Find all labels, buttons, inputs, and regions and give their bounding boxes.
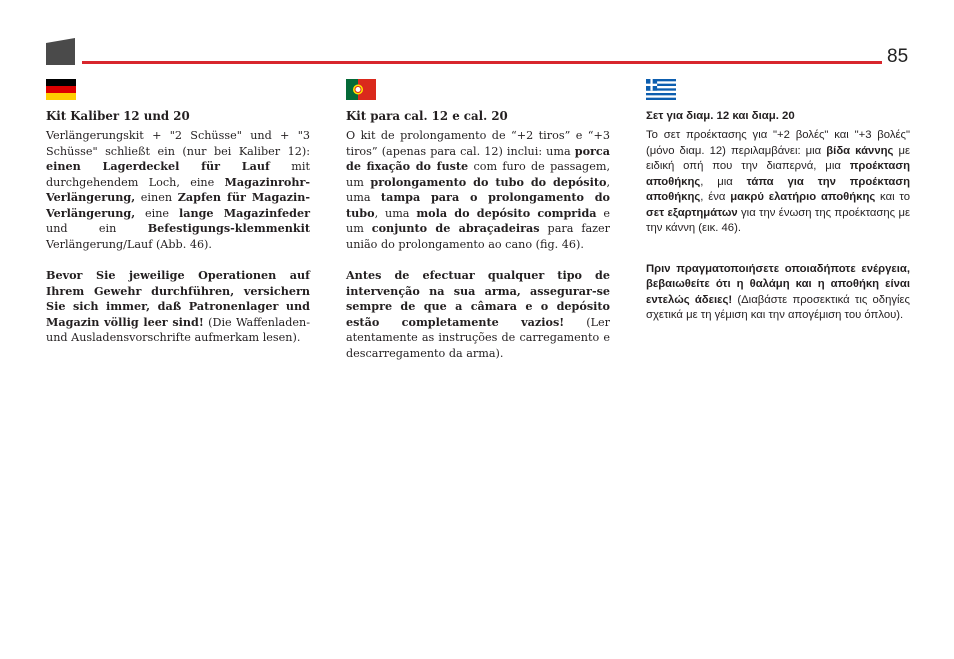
body-text: , uma	[374, 206, 417, 220]
emphasis-text: μακρύ ελατήριο αποθήκης	[730, 191, 876, 203]
flag-portugal-icon	[346, 79, 376, 100]
page-number: 85	[887, 46, 909, 67]
flag-germany-icon	[46, 79, 76, 100]
body-text: eine	[135, 206, 179, 220]
header-rule	[82, 61, 882, 64]
emphasis-text: tampa para o prolongamento do tubo	[346, 190, 610, 220]
body-text: , ένα	[700, 191, 731, 203]
kit-description	[646, 128, 910, 237]
body-text: , uma	[346, 175, 611, 204]
emphasis-text: σετ εξαρτημάτων	[646, 206, 738, 219]
flag-greece-icon	[646, 79, 676, 100]
section-title: Kit Kaliber 12 und 20	[46, 109, 190, 123]
body-text: Verlängerung/Lauf (Abb. 46).	[46, 237, 212, 251]
kit-description	[346, 128, 610, 252]
body-text: και το	[875, 191, 910, 203]
safety-warning	[346, 268, 610, 361]
body-text: e um	[346, 206, 610, 235]
body-text: einen	[135, 191, 178, 204]
emphasis-text: προέκταση αποθήκης	[646, 160, 910, 188]
column-greek	[646, 79, 910, 324]
body-text: para fazer união do prolongamento ao cano (fig. 46).	[346, 222, 611, 251]
emphasis-text: prolongamento do tubo do depósito	[370, 174, 607, 189]
emphasis-text: Antes de efectuar qualquer tipo de intervenção na sua arma, assegurar-se sempre de que a câmara e o depósito estão completamente vazios!	[346, 268, 610, 329]
body-text: O kit de prolongamento de “+2 tiros” e “+3 tiros” (apenas para cal. 12) inclui: uma	[346, 129, 610, 158]
safety-warning	[46, 268, 310, 346]
emphasis-text: porca de fixação do fuste	[346, 143, 610, 173]
body-text: (Ler atentamente as instruções de carregamento e descarregamento da arma).	[346, 315, 610, 360]
body-text: Verlängerungskit + "2 Schüsse" und + "3 Schüsse" schließt ein (nur bei Kaliber 12):	[46, 129, 310, 158]
emphasis-text: Magazinrohr-Verlängerung,	[46, 174, 310, 204]
emphasis-text: τάπα για την προέκταση αποθήκης	[646, 175, 911, 203]
emphasis-text: mola do depósito comprida	[416, 205, 597, 220]
emphasis-text: Zapfen für Magazin-Verlängerung,	[46, 190, 310, 220]
body-text: με ειδική οπή που την διαπερνά, μια	[646, 144, 910, 172]
column-portuguese	[346, 79, 610, 361]
emphasis-text: Befestigungs-klemmenkit	[147, 221, 310, 235]
body-text: , μια	[700, 175, 747, 188]
section-title: Kit para cal. 12 e cal. 20	[346, 109, 508, 123]
body-text: για την ένωση της προέκτασης με την κάννη (εικ. 46).	[646, 206, 910, 234]
emphasis-text: conjunto de abraçadeiras	[371, 221, 540, 235]
emphasis-text: Bevor Sie jeweilige Operationen auf Ihrem Gewehr durchführen, versichern Sie sich immer, daß Patronenlager und Magazin völlig leer sind!	[46, 268, 310, 329]
section-tab-icon	[46, 38, 75, 65]
body-text: Το σετ προέκτασης για "+2 βολές" και "+3 βολές" (μόνο διαμ. 12) περιλαμβάνει: μια	[646, 129, 910, 157]
emphasis-text: einen Lagerdeckel für Lauf	[46, 159, 270, 173]
emphasis-text: βίδα κάννης	[826, 144, 894, 157]
body-text: und ein	[46, 222, 148, 235]
body-text: mit durchgehendem Loch, eine	[46, 160, 310, 189]
body-text: com furo de passagem, um	[346, 160, 611, 189]
body-text: (Διαβάστε προσεκτικά τις οδηγίες σχετικά με τη γέμιση και την απογέμιση του όπλου).	[646, 293, 910, 321]
emphasis-text: lange Magazinfeder	[178, 205, 310, 220]
kit-description	[46, 128, 310, 252]
safety-warning	[646, 262, 910, 324]
emphasis-text: Πριν πραγματοποιήσετε οποιαδήποτε ενέργεια, βεβαιωθείτε ότι η θαλάμη και η αποθήκη είναι εντελώς άδειες!	[646, 262, 910, 306]
column-german	[46, 79, 310, 346]
section-title: Σετ για διαμ. 12 και διαμ. 20	[646, 110, 795, 122]
body-text: (Die Waffenladen- und Ausladensvorschrifte aufmerkam lesen).	[46, 315, 310, 344]
